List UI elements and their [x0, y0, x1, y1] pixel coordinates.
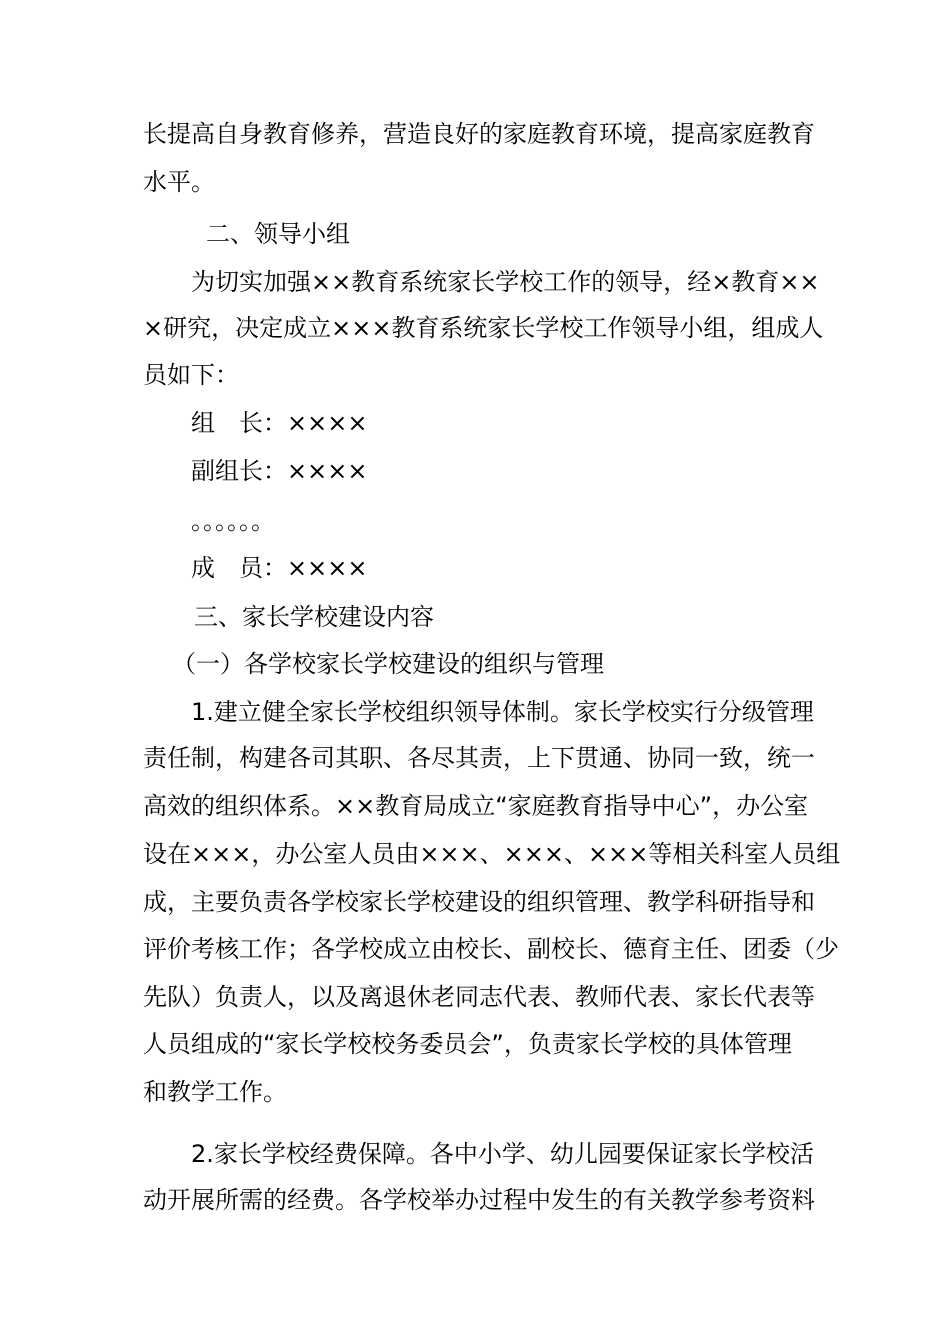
ellipsis-line: 。。。。。。 [191, 507, 275, 535]
section-heading: 二、领导小组 [206, 220, 350, 248]
paragraph-line: 2.家长学校经费保障。各中小学、幼儿园要保证家长学校活 [191, 1140, 814, 1168]
paragraph-line: 长提高自身教育修养，营造良好的家庭教育环境，提高家庭教育 [143, 120, 815, 148]
paragraph-line: 人员组成的“家长学校校务委员会”，负责家长学校的具体管理 [143, 1030, 792, 1058]
paragraph-line: 为切实加强××教育系统家长学校工作的领导，经×教育×× [191, 268, 820, 296]
subsection-heading: （一）各学校家长学校建设的组织与管理 [172, 650, 604, 678]
paragraph-line: 高效的组织体系。××教育局成立“家庭教育指导中心”，办公室 [143, 792, 809, 820]
paragraph-line: 先队）负责人，以及离退休老同志代表、教师代表、家长代表等 [143, 983, 815, 1011]
member-line: 组 长：×××× [191, 409, 368, 437]
paragraph-line: 1.建立健全家长学校组织领导体制。家长学校实行分级管理 [191, 698, 814, 726]
paragraph-line: 设在×××，办公室人员由×××、×××、×××等相关科室人员组 [143, 840, 841, 868]
paragraph-line: 成，主要负责各学校家长学校建设的组织管理、教学科研指导和 [143, 888, 815, 916]
paragraph-line: 评价考核工作；各学校成立由校长、副校长、德育主任、团委（少 [143, 935, 839, 963]
paragraph-line: 水平。 [143, 168, 215, 196]
member-line: 副组长：×××× [191, 457, 368, 485]
paragraph-line: 员如下： [143, 361, 239, 389]
paragraph-line: 动开展所需的经费。各学校举办过程中发生的有关教学参考资料 [143, 1186, 815, 1214]
paragraph-line: 责任制，构建各司其职、各尽其责，上下贯通、协同一致，统一 [143, 744, 815, 772]
section-heading: 三、家长学校建设内容 [194, 603, 434, 631]
paragraph-line: ×研究，决定成立×××教育系统家长学校工作领导小组，组成人 [143, 314, 824, 342]
paragraph-line: 和教学工作。 [143, 1078, 287, 1106]
member-line: 成 员：×××× [191, 554, 368, 582]
